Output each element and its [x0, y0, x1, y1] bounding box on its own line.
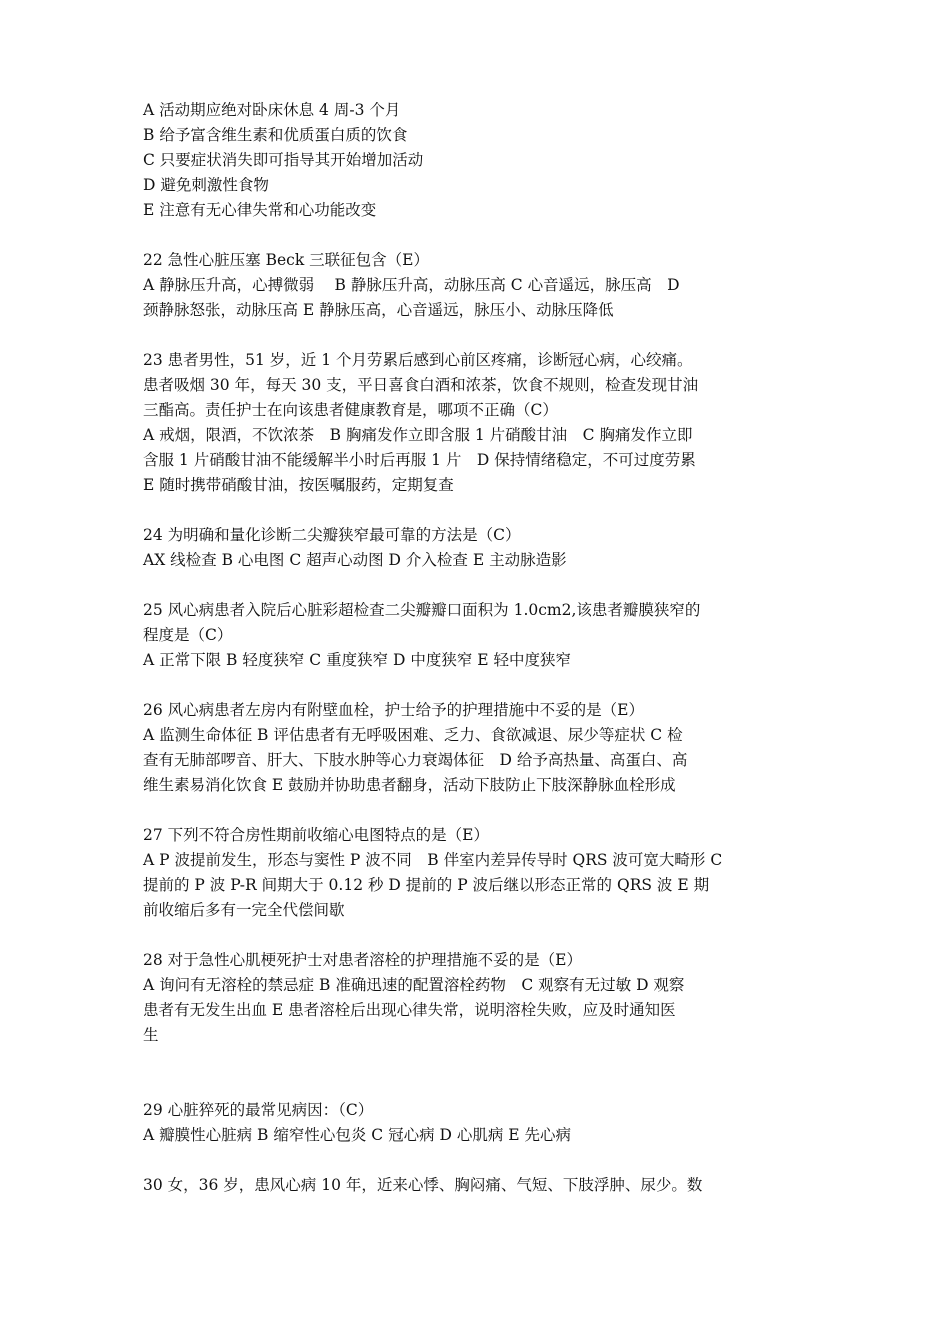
text-line: C 只要症状消失即可指导其开始增加活动	[143, 151, 424, 169]
text-line: A 瓣膜性心脏病 B 缩窄性心包炎 C 冠心病 D 心肌病 E 先心病	[143, 1126, 572, 1144]
text-line: 提前的 P 波 P-R 间期大于 0.12 秒 D 提前的 P 波后继以形态正常的 QRS 波 E 期	[143, 876, 710, 894]
text-line: A P 波提前发生，形态与窦性 P 波不同 B 伴室内差异传导时 QRS 波可宽大畸形 C	[143, 851, 723, 869]
question-block	[143, 1098, 820, 1148]
text-line: 患者有无发生出血 E 患者溶栓后出现心律失常，说明溶栓失败，应及时通知医	[143, 1001, 676, 1019]
text-line: 26 风心病患者左房内有附壁血栓，护士给予的护理措施中不妥的是（E）	[143, 701, 644, 719]
question-block	[143, 98, 820, 223]
text-line: 24 为明确和量化诊断二尖瓣狭窄最可靠的方法是（C）	[143, 526, 521, 544]
text-line: 生	[143, 1026, 159, 1044]
text-line: A 正常下限 B 轻度狭窄 C 重度狭窄 D 中度狭窄 E 轻中度狭窄	[143, 651, 572, 669]
question-block	[143, 1173, 820, 1198]
text-line: 29 心脏猝死的最常见病因：（C）	[143, 1101, 374, 1119]
text-line: 含服 1 片硝酸甘油不能缓解半小时后再服 1 片 D 保持情绪稳定，不可过度劳累	[143, 451, 696, 469]
text-line: AX 线检查 B 心电图 C 超声心动图 D 介入检查 E 主动脉造影	[143, 551, 567, 569]
text-line: 程度是（C）	[143, 626, 233, 644]
text-line: 25 风心病患者入院后心脏彩超检查二尖瓣瓣口面积为 1.0cm2,该患者瓣膜狭窄的	[143, 601, 701, 619]
text-line: 查有无肺部啰音、肝大、下肢水肿等心力衰竭体征 D 给予高热量、高蛋白、高	[143, 751, 688, 769]
text-line: 28 对于急性心肌梗死护士对患者溶栓的护理措施不妥的是（E）	[143, 951, 582, 969]
text-line: 22 急性心脏压塞 Beck 三联征包含（E）	[143, 251, 429, 269]
question-block	[143, 598, 820, 673]
spacer	[143, 1073, 820, 1098]
text-line: E 随时携带硝酸甘油，按医嘱服药，定期复查	[143, 476, 454, 494]
question-block	[143, 823, 820, 923]
text-line: 三酯高。责任护士在向该患者健康教育是，哪项不正确（C）	[143, 401, 558, 419]
text-line: E 注意有无心律失常和心功能改变	[143, 201, 377, 219]
text-line: 患者吸烟 30 年，每天 30 支，平日喜食白酒和浓茶，饮食不规则，检查发现甘油	[143, 376, 699, 394]
text-line: A 询问有无溶栓的禁忌症 B 准确迅速的配置溶栓药物 C 观察有无过敏 D 观察	[143, 976, 685, 994]
question-block	[143, 523, 820, 573]
text-line: A 戒烟，限酒，不饮浓茶 B 胸痛发作立即含服 1 片硝酸甘油 C 胸痛发作立即	[143, 426, 693, 444]
text-line: 23 患者男性，51 岁，近 1 个月劳累后感到心前区疼痛，诊断冠心病，心绞痛。	[143, 351, 693, 369]
text-line: 颈静脉怒张，动脉压高 E 静脉压高，心音遥远，脉压小、动脉压降低	[143, 301, 614, 319]
text-line: A 静脉压升高，心搏微弱 B 静脉压升高，动脉压高 C 心音遥远，脉压高 D	[143, 276, 680, 294]
text-line: 前收缩后多有一完全代偿间歇	[143, 901, 345, 919]
question-block	[143, 248, 820, 323]
text-line: A 监测生命体征 B 评估患者有无呼吸困难、乏力、食欲减退、尿少等症状 C 检	[143, 726, 683, 744]
question-block	[143, 348, 820, 498]
text-line: 30 女，36 岁，患风心病 10 年，近来心悸、胸闷痛、气短、下肢浮肿、尿少。数	[143, 1176, 703, 1194]
text-line: 维生素易消化饮食 E 鼓励并协助患者翻身，活动下肢防止下肢深静脉血栓形成	[143, 776, 676, 794]
question-block	[143, 948, 820, 1048]
text-line: A 活动期应绝对卧床休息 4 周-3 个月	[143, 101, 401, 119]
text-line: D 避免刺激性食物	[143, 176, 269, 194]
text-line: B 给予富含维生素和优质蛋白质的饮食	[143, 126, 408, 144]
question-block	[143, 698, 820, 798]
text-line: 27 下列不符合房性期前收缩心电图特点的是（E）	[143, 826, 489, 844]
